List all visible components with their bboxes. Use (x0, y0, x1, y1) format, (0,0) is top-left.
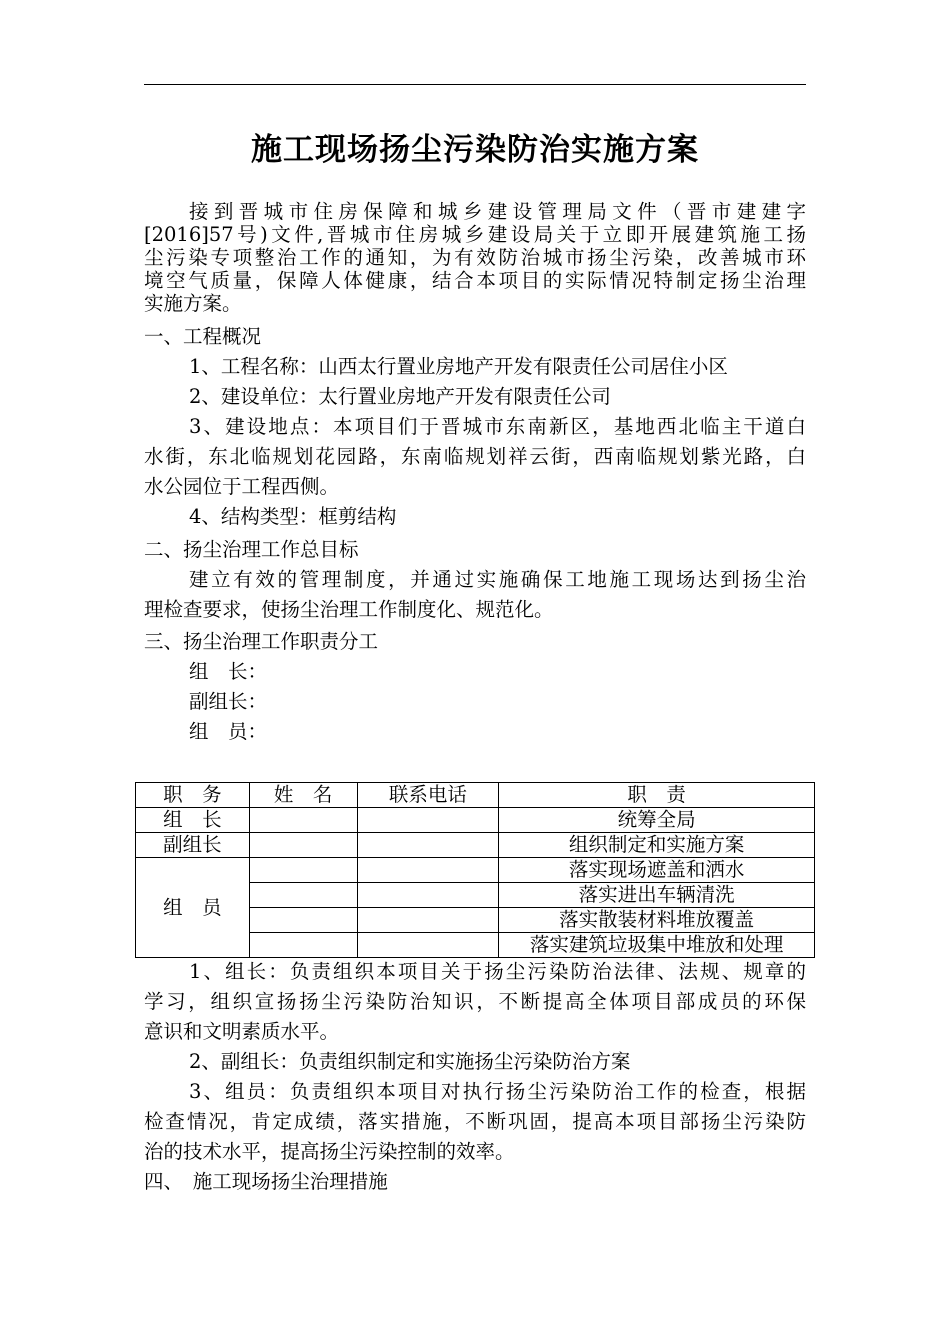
role-cell: 组 长 (136, 808, 250, 833)
name-cell (249, 908, 357, 933)
duty-cell: 落实现场遮盖和洒水 (499, 858, 815, 883)
duty-cell: 落实散装材料堆放覆盖 (499, 908, 815, 933)
phone-cell (357, 833, 499, 858)
header-cell: 职 务 (136, 783, 250, 808)
location-line: 3、建设地点：本项目们于晋城市东南新区，基地西北临主干道白 (189, 415, 806, 438)
phone-cell (357, 908, 499, 933)
phone-cell (357, 858, 499, 883)
leader-label: 组 长： (189, 660, 268, 683)
section-2 (144, 535, 806, 625)
intro-line: [2016]57号)文件,晋城市住房城乡建设局关于立即开展建筑施工扬 (144, 223, 806, 246)
header-cell: 姓 名 (249, 783, 357, 808)
phone-cell (357, 883, 499, 908)
intro-line: 接到晋城市住房保障和城乡建设管理局文件（晋市建建字 (189, 200, 806, 223)
table-header-row (136, 783, 815, 808)
intro-line: 境空气质量，保障人体健康，结合本项目的实际情况特制定扬尘治理 (144, 269, 806, 292)
document-title: 施工现场扬尘污染防治实施方案 (251, 132, 699, 168)
goal-line: 理检查要求，使扬尘治理工作制度化、规范化。 (144, 598, 554, 621)
name-cell (249, 933, 357, 958)
builder-item: 2、建设单位：太行置业房地产开发有限责任公司 (189, 385, 611, 408)
member-duty-line: 检查情况，肯定成绩，落实措施，不断巩固，提高本项目部扬尘污染防 (144, 1110, 806, 1133)
leader-duty-line: 意识和文明素质水平。 (144, 1020, 340, 1043)
name-cell (249, 883, 357, 908)
responsibility-table (135, 782, 815, 958)
member-label: 组 员： (189, 720, 268, 743)
deputy-label: 副组长： (189, 690, 268, 713)
phone-cell (357, 933, 499, 958)
intro-paragraph (144, 200, 806, 315)
duty-cell: 落实建筑垃圾集中堆放和处理 (499, 933, 815, 958)
structure-item: 4、结构类型：框剪结构 (189, 505, 397, 528)
section-heading: 三、扬尘治理工作职责分工 (144, 630, 379, 653)
role-cell: 副组长 (136, 833, 250, 858)
duty-cell: 组织制定和实施方案 (499, 833, 815, 858)
duty-cell: 落实进出车辆清洗 (499, 883, 815, 908)
project-name-item: 1、工程名称：山西太行置业房地产开发有限责任公司居住小区 (189, 355, 728, 378)
section-1 (144, 322, 806, 532)
duty-cell: 统筹全局 (499, 808, 815, 833)
section-heading: 二、扬尘治理工作总目标 (144, 538, 359, 561)
name-cell (249, 858, 357, 883)
intro-line: 实施方案。 (144, 292, 242, 315)
name-cell (249, 833, 357, 858)
leader-duty-line: 学习，组织宣扬扬尘污染防治知识，不断提高全体项目部成员的环保 (144, 990, 806, 1013)
section-heading: 四、 施工现场扬尘治理措施 (144, 1170, 388, 1193)
goal-line: 建立有效的管理制度，并通过实施确保工地施工现场达到扬尘治 (189, 568, 806, 591)
location-line: 水公园位于工程西侧。 (144, 475, 340, 498)
duties-section (144, 957, 806, 1197)
section-heading: 一、工程概况 (144, 325, 262, 348)
header-cell: 职 责 (499, 783, 815, 808)
section-3 (144, 627, 806, 747)
phone-cell (357, 808, 499, 833)
table-row (136, 808, 815, 833)
header-cell: 联系电话 (357, 783, 499, 808)
table-row (136, 833, 815, 858)
intro-line: 尘污染专项整治工作的通知，为有效防治城市扬尘污染，改善城市环 (144, 246, 806, 269)
header-rule (144, 84, 806, 85)
name-cell (249, 808, 357, 833)
member-duty-line: 3、组员：负责组织本项目对执行扬尘污染防治工作的检查，根据 (189, 1080, 806, 1103)
leader-duty-line: 1、组长：负责组织本项目关于扬尘污染防治法律、法规、规章的 (189, 960, 806, 983)
role-cell: 组 员 (136, 858, 250, 958)
deputy-duty-line: 2、副组长：负责组织制定和实施扬尘污染防治方案 (189, 1050, 631, 1073)
location-line: 水街，东北临规划花园路，东南临规划祥云街，西南临规划紫光路，白 (144, 445, 806, 468)
table-row (136, 858, 815, 883)
member-duty-line: 治的技术水平，提高扬尘污染控制的效率。 (144, 1140, 515, 1163)
